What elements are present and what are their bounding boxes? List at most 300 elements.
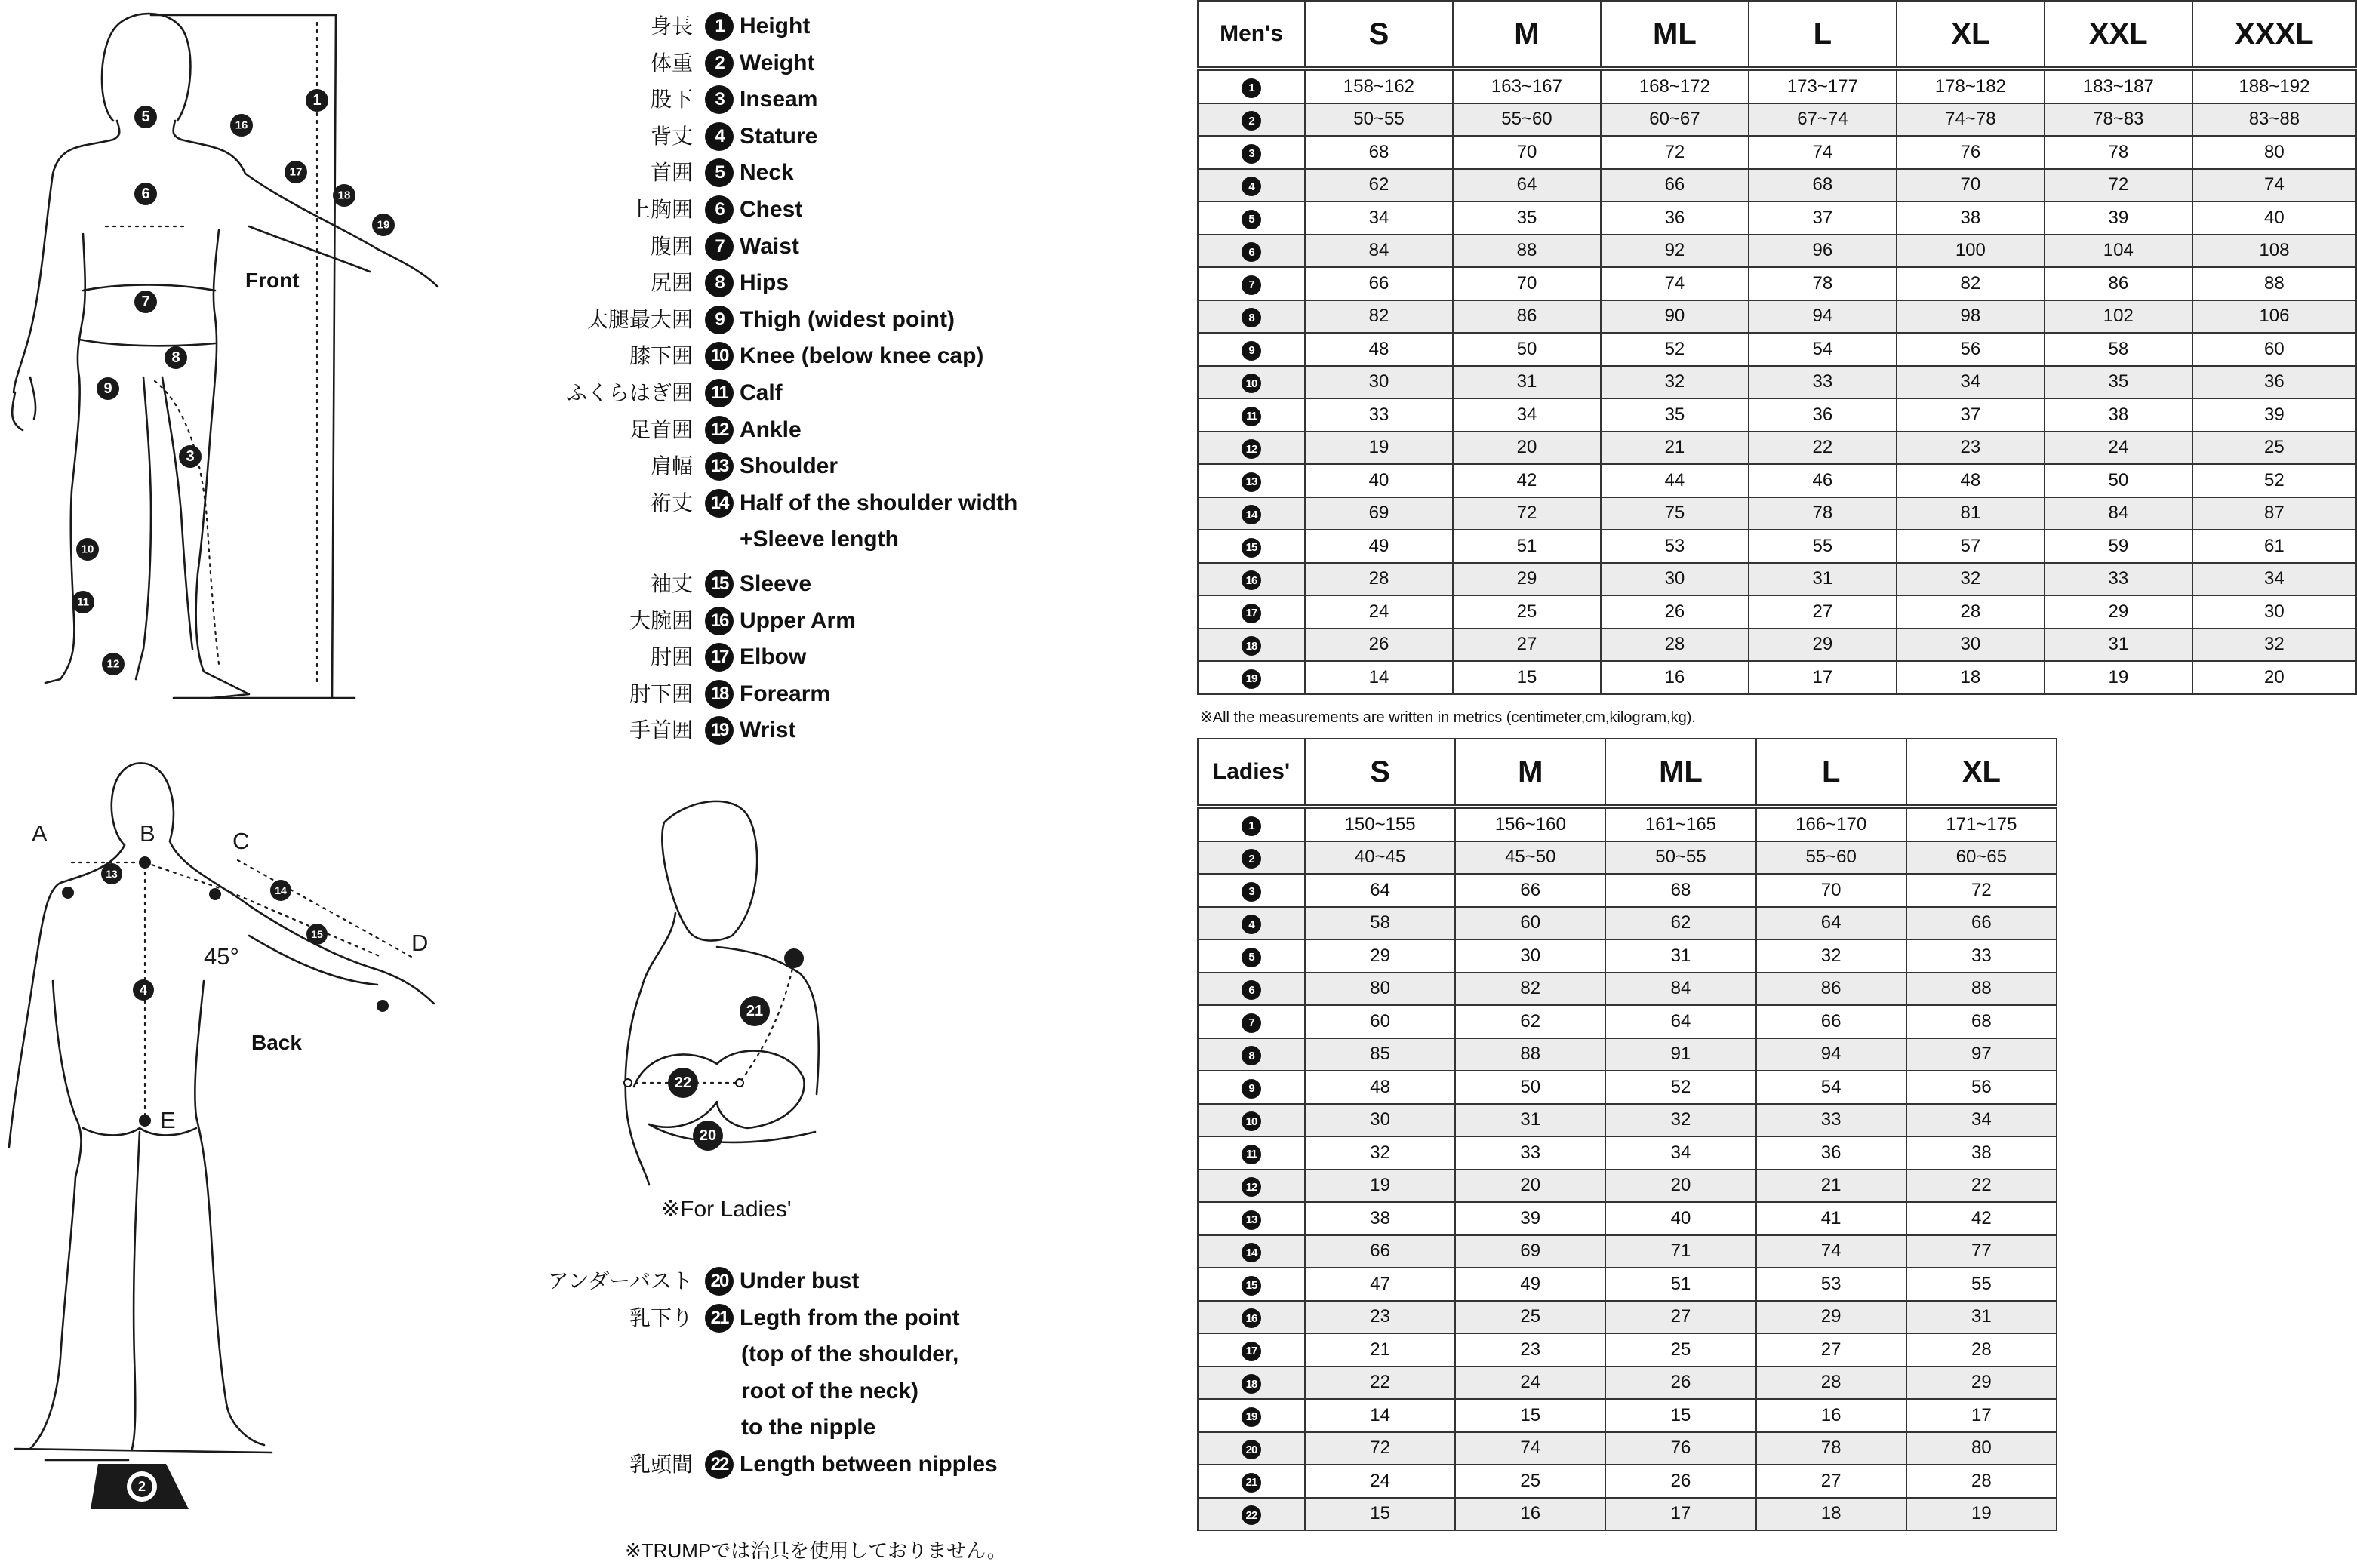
table-cell: 48 [1305,1071,1455,1104]
legend-en-label: Stature [740,123,818,149]
back-figure [0,755,468,1524]
legend-number-badge: 1 [705,12,734,41]
table-cell: 25 [2192,432,2356,465]
table-cell: 52 [2192,464,2356,497]
legend-jp-label: 肩幅 [650,454,693,478]
table-cell: 35 [1601,398,1749,432]
table-cell: 67~74 [1749,103,1897,137]
table-cell: 29 [1749,629,1897,662]
legend-jp-label: 肘囲 [650,645,693,669]
table-cell: 72 [1906,874,2057,907]
table-cell: 34 [1453,398,1601,432]
table-cell: 24 [1455,1367,1605,1400]
table-cell: 72 [1453,497,1601,530]
table-cell: 51 [1605,1268,1755,1301]
table-cell: 20 [1453,432,1601,465]
row-number-cell: 11 [1198,398,1305,432]
table-cell: 85 [1305,1038,1455,1071]
table-cell: 84 [1305,235,1453,268]
front-figure [0,0,468,717]
table-cell: 34 [1906,1104,2057,1137]
table-cell: 188~192 [2192,70,2356,103]
table-row [1198,1301,2057,1334]
legend-number-badge: 11 [705,379,734,407]
table-cell: 76 [1897,136,2045,169]
row-number-cell: 15 [1198,1268,1305,1301]
legend-en-label: Neck [740,160,794,186]
table-cell: 49 [1305,530,1453,563]
table-row [1198,267,2356,300]
table-cell: 15 [1605,1399,1755,1432]
table-cell: 50 [1455,1071,1605,1104]
table-cell: 54 [1749,333,1897,366]
legend-number-badge: 20 [705,1267,734,1296]
legend-number-badge: 14 [705,489,734,518]
legend-number-badge: 6 [705,195,734,224]
table-cell: 40 [1305,464,1453,497]
table-cell: 58 [1305,907,1455,940]
table-cell: 168~172 [1601,70,1749,103]
table-row [1198,1465,2057,1498]
table-cell: 15 [1455,1399,1605,1432]
table-cell: 66 [1756,1005,1906,1038]
table-cell: 62 [1455,1005,1605,1038]
svg-text:3: 3 [186,448,195,465]
table-cell: 51 [1453,530,1601,563]
ladies-note: ※For Ladies' [661,1197,792,1222]
table-cell: 108 [2192,235,2356,268]
table-cell: 16 [1455,1498,1605,1531]
legend-number-badge: 4 [705,122,734,151]
table-cell: 30 [1897,629,2045,662]
table-cell: 72 [2045,169,2192,202]
point-d-label: D [411,930,429,956]
table-cell: 78 [1749,497,1897,530]
table-cell: 158~162 [1305,70,1453,103]
table-header-label: Men's [1198,1,1305,67]
table-cell: 49 [1455,1268,1605,1301]
table-cell: 163~167 [1453,70,1601,103]
row-number-cell: 13 [1198,464,1305,497]
front-marker-17 [285,161,307,183]
table-cell: 45~50 [1455,841,1605,875]
table-cell: 66 [1305,1235,1455,1268]
back-marker-14 [270,880,291,901]
legend-en-label: Under bust [740,1268,860,1293]
table-row [1198,1432,2057,1465]
table-cell: 84 [2045,497,2192,530]
table-row [1198,103,2356,137]
size-column-header: L [1756,739,1906,805]
svg-text:1: 1 [312,92,322,109]
table-cell: 34 [1605,1136,1755,1170]
table-cell: 24 [1305,1465,1455,1498]
table-row [1198,432,2356,465]
table-row [1198,1005,2057,1038]
table-cell: 74~78 [1897,103,2045,137]
angle-label: 45° [204,943,239,970]
svg-text:13: 13 [106,868,118,880]
table-cell: 31 [1749,563,1897,596]
table-cell: 70 [1453,136,1601,169]
table-cell: 32 [2192,629,2356,662]
metric-note: ※All the measurements are written in metrics (centimeter,cm,kilogram,kg). [1200,709,1696,726]
svg-text:10: 10 [81,543,94,556]
table-row [1198,169,2356,202]
legend-jp-label: 背丈 [650,124,693,148]
legend-jp-label: 腹囲 [650,234,693,258]
svg-text:8: 8 [171,349,180,366]
legend-jp-label: アンダーバスト [547,1269,693,1293]
table-cell: 18 [1756,1498,1906,1531]
table-row [1198,629,2356,662]
table-header-label: Ladies' [1198,739,1305,805]
table-cell: 30 [2192,595,2356,629]
row-number-cell: 21 [1198,1465,1305,1498]
table-cell: 62 [1305,169,1453,202]
table-cell: 14 [1305,1399,1455,1432]
table-cell: 74 [1749,136,1897,169]
ladies-marker-20 [693,1121,723,1151]
table-cell: 38 [1906,1136,2057,1170]
size-column-header: XXL [2045,1,2192,67]
row-number-cell: 17 [1198,595,1305,629]
table-cell: 19 [1906,1498,2057,1531]
table-cell: 29 [1906,1367,2057,1400]
legend-jp-label: 体重 [650,51,693,75]
table-cell: 17 [1605,1498,1755,1531]
table-cell: 71 [1605,1235,1755,1268]
table-row [1198,907,2057,940]
table-row [1198,1136,2057,1170]
table-cell: 64 [1605,1005,1755,1038]
ladies-legend [521,1264,1049,1490]
svg-text:18: 18 [337,189,351,202]
size-column-header: M [1453,1,1601,67]
table-cell: 86 [1756,973,1906,1006]
svg-text:20: 20 [699,1127,717,1144]
front-marker-19 [372,214,395,236]
legend-jp-label: 膝下囲 [629,344,693,368]
table-cell: 50 [2045,464,2192,497]
table-row [1198,398,2356,432]
row-number-cell: 5 [1198,201,1305,235]
table-cell: 66 [1906,907,2057,940]
size-column-header: ML [1601,1,1749,67]
table-cell: 88 [1453,235,1601,268]
table-row [1198,530,2356,563]
svg-text:11: 11 [77,595,89,609]
table-cell: 24 [2045,432,2192,465]
row-number-cell: 8 [1198,1038,1305,1071]
legend-number-badge: 3 [705,85,734,114]
row-number-cell: 6 [1198,973,1305,1006]
table-cell: 25 [1455,1301,1605,1334]
ladies-marker-21 [740,996,770,1026]
table-cell: 56 [1906,1071,2057,1104]
table-row [1198,874,2057,907]
table-cell: 57 [1897,530,2045,563]
table-cell: 68 [1749,169,1897,202]
table-cell: 27 [1756,1333,1906,1367]
table-cell: 72 [1305,1432,1455,1465]
table-cell: 31 [1605,939,1755,973]
table-cell: 34 [2192,563,2356,596]
back-label: Back [251,1031,302,1054]
table-cell: 15 [1453,661,1601,694]
row-number-cell: 2 [1198,103,1305,137]
table-cell: 40~45 [1305,841,1455,875]
table-cell: 21 [1305,1333,1455,1367]
table-cell: 48 [1897,464,2045,497]
table-cell: 34 [1305,201,1453,235]
row-number-cell: 5 [1198,939,1305,973]
svg-text:4: 4 [139,982,148,998]
legend-number-badge: 8 [705,269,734,297]
table-cell: 30 [1305,366,1453,399]
table-cell: 19 [1305,432,1453,465]
table-cell: 66 [1305,267,1453,300]
table-cell: 59 [2045,530,2192,563]
table-cell: 35 [2045,366,2192,399]
table-cell: 31 [2045,629,2192,662]
legend-en-label: root of the neck) [741,1378,919,1404]
table-cell: 31 [1455,1104,1605,1137]
front-marker-16 [230,114,253,137]
table-cell: 18 [1897,661,2045,694]
row-number-cell: 12 [1198,432,1305,465]
legend-number-badge: 9 [705,306,734,334]
legend-jp-label: 足首囲 [629,417,693,441]
legend-jp-label: 乳頭間 [629,1453,693,1476]
table-cell: 33 [1455,1136,1605,1170]
table-cell: 66 [1455,874,1605,907]
legend-en-label: Ankle [740,417,802,442]
size-column-header: XXXL [2192,1,2356,67]
table-cell: 52 [1601,333,1749,366]
front-marker-9 [97,377,119,400]
table-cell: 24 [1305,595,1453,629]
legend-en-label: (top of the shoulder, [741,1342,959,1367]
table-cell: 161~165 [1605,808,1755,841]
table-cell: 171~175 [1906,808,2057,841]
row-number-cell: 19 [1198,661,1305,694]
table-cell: 178~182 [1897,70,2045,103]
table-cell: 17 [1749,661,1897,694]
table-cell: 33 [1749,366,1897,399]
legend-number-badge: 5 [705,158,734,187]
size-column-header: M [1455,739,1605,805]
table-cell: 55 [1749,530,1897,563]
table-cell: 78 [1749,267,1897,300]
table-cell: 25 [1605,1333,1755,1367]
back-marker-15 [306,924,328,945]
legend-en-label: Length between nipples [740,1452,998,1477]
table-cell: 48 [1305,333,1453,366]
svg-text:19: 19 [377,218,390,232]
row-number-cell: 6 [1198,235,1305,268]
table-cell: 75 [1601,497,1749,530]
table-row [1198,1071,2057,1104]
svg-text:22: 22 [674,1075,692,1091]
table-cell: 39 [1455,1202,1605,1235]
table-cell: 97 [1906,1038,2057,1071]
svg-text:6: 6 [141,186,150,202]
table-cell: 68 [1906,1005,2057,1038]
table-row [1198,201,2356,235]
table-row [1198,366,2356,399]
table-row [1198,235,2356,268]
table-row [1198,1104,2057,1137]
row-number-cell: 10 [1198,1104,1305,1137]
legend-jp-label: 尻囲 [650,271,693,295]
table-cell: 78~83 [2045,103,2192,137]
row-number-cell: 14 [1198,1235,1305,1268]
row-number-cell: 16 [1198,563,1305,596]
legend-number-badge: 22 [705,1450,734,1479]
legend-en-label: to the nipple [741,1415,876,1440]
table-cell: 82 [1897,267,2045,300]
table-cell: 60~65 [1906,841,2057,875]
row-number-cell: 19 [1198,1399,1305,1432]
table-row [1198,1367,2057,1400]
row-number-cell: 8 [1198,300,1305,334]
row-number-cell: 11 [1198,1136,1305,1170]
legend-jp-label: 大腕囲 [629,608,693,632]
table-cell: 70 [1756,874,1906,907]
table-cell: 55~60 [1756,841,1906,875]
table-cell: 32 [1756,939,1906,973]
table-cell: 156~160 [1455,808,1605,841]
table-cell: 46 [1749,464,1897,497]
table-cell: 29 [2045,595,2192,629]
legend-number-badge: 2 [705,49,734,78]
size-column-header: XL [1906,739,2057,805]
ladies-marker-22 [668,1068,698,1098]
table-cell: 22 [1906,1170,2057,1203]
table-cell: 88 [1906,973,2057,1006]
table-cell: 22 [1749,432,1897,465]
svg-text:5: 5 [141,109,150,125]
table-cell: 15 [1305,1498,1455,1531]
table-cell: 72 [1601,136,1749,169]
row-number-cell: 4 [1198,907,1305,940]
row-number-cell: 2 [1198,841,1305,875]
svg-text:7: 7 [141,294,150,310]
table-cell: 40 [1605,1202,1755,1235]
row-number-cell: 22 [1198,1498,1305,1531]
row-number-cell: 20 [1198,1432,1305,1465]
row-number-cell: 7 [1198,1005,1305,1038]
table-cell: 23 [1897,432,2045,465]
row-number-cell: 4 [1198,169,1305,202]
table-cell: 60 [1305,1005,1455,1038]
table-cell: 81 [1897,497,2045,530]
legend-en-label: Chest [740,197,803,222]
table-cell: 28 [1756,1367,1906,1400]
table-cell: 33 [1756,1104,1906,1137]
size-column-header: S [1305,1,1453,67]
table-cell: 26 [1305,629,1453,662]
table-cell: 33 [2045,563,2192,596]
table-cell: 30 [1455,939,1605,973]
table-cell: 68 [1605,874,1755,907]
legend-en-label: Height [740,14,811,38]
table-cell: 83~88 [2192,103,2356,137]
table-cell: 36 [1749,398,1897,432]
legend-en-label: Knee (below knee cap) [740,343,984,369]
table-cell: 74 [1601,267,1749,300]
row-number-cell: 17 [1198,1333,1305,1367]
table-row [1198,70,2356,103]
table-cell: 60~67 [1601,103,1749,137]
table-row [1198,1170,2057,1203]
table-cell: 53 [1756,1268,1906,1301]
table-cell: 56 [1897,333,2045,366]
table-cell: 70 [1453,267,1601,300]
table-cell: 21 [1756,1170,1906,1203]
table-cell: 62 [1605,907,1755,940]
table-cell: 22 [1305,1367,1455,1400]
table-cell: 26 [1605,1367,1755,1400]
svg-text:9: 9 [103,380,112,397]
table-cell: 17 [1906,1399,2057,1432]
table-row [1198,841,2057,875]
table-cell: 20 [1455,1170,1605,1203]
table-cell: 36 [2192,366,2356,399]
table-cell: 28 [1906,1465,2057,1498]
table-cell: 19 [2045,661,2192,694]
table-cell: 32 [1601,366,1749,399]
legend-jp-label: 乳下り [629,1305,693,1330]
size-column-header: S [1305,739,1455,805]
table-cell: 68 [1305,136,1453,169]
table-cell: 80 [2192,136,2356,169]
legend-jp-label: 裄丈 [650,490,693,515]
table-cell: 100 [1897,235,2045,268]
table-cell: 23 [1305,1301,1455,1334]
table-cell: 38 [1897,201,2045,235]
table-cell: 150~155 [1305,808,1455,841]
size-column-header: L [1749,1,1897,67]
row-number-cell: 14 [1198,497,1305,530]
table-row [1198,333,2356,366]
table-cell: 27 [1605,1301,1755,1334]
table-cell: 21 [1601,432,1749,465]
table-cell: 39 [2192,398,2356,432]
table-cell: 50~55 [1305,103,1453,137]
front-marker-3 [179,445,202,468]
row-number-cell: 18 [1198,1367,1305,1400]
front-marker-11 [72,591,94,613]
legend-number-badge: 19 [705,716,734,745]
front-marker-6 [134,183,157,205]
row-number-cell: 9 [1198,1071,1305,1104]
table-cell: 55 [1906,1268,2057,1301]
table-cell: 88 [1455,1038,1605,1071]
point-a-label: A [32,820,48,847]
point-c-label: C [232,828,250,854]
table-cell: 36 [1601,201,1749,235]
table-cell: 30 [1305,1104,1455,1137]
table-cell: 33 [1305,398,1453,432]
legend-en-label: Calf [740,380,783,405]
table-cell: 20 [2192,661,2356,694]
table-cell: 36 [1756,1136,1906,1170]
table-row [1198,497,2356,530]
front-marker-1 [306,89,328,112]
ladies-size-table [1197,738,2057,1531]
